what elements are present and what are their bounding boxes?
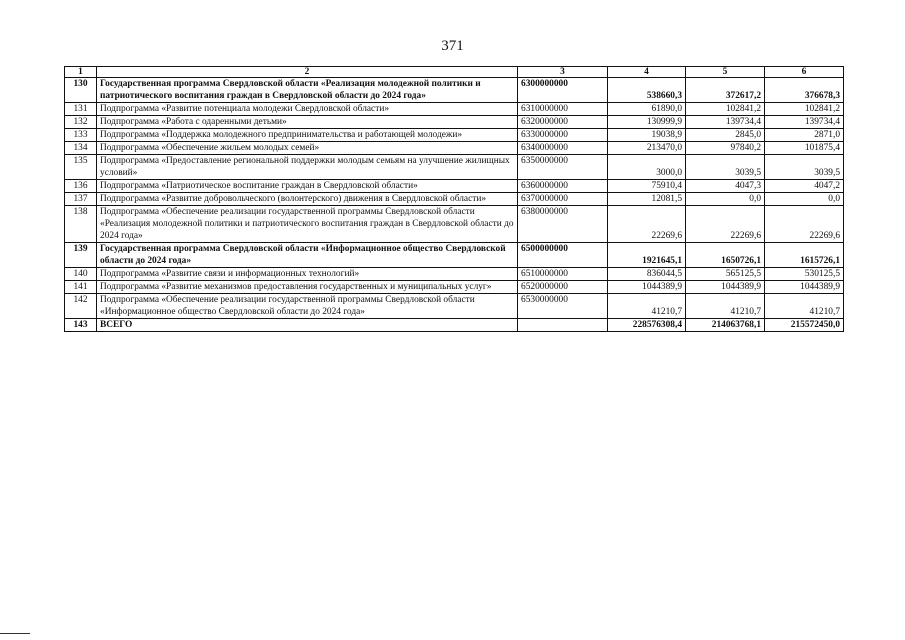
row-value-col5: 22269,6 <box>686 206 765 243</box>
row-number: 133 <box>65 129 97 142</box>
row-name: Подпрограмма «Патриотическое воспитание граждан в Свердловской области» <box>97 180 518 193</box>
column-header: 5 <box>686 67 765 78</box>
table-row <box>65 193 844 206</box>
table-row <box>65 281 844 294</box>
row-number: 141 <box>65 281 97 294</box>
row-value-col4: 1921645,1 <box>608 243 686 268</box>
row-value-col6: 22269,6 <box>765 206 844 243</box>
row-code: 6340000000 <box>518 142 608 155</box>
row-value-col6: 3039,5 <box>765 155 844 180</box>
row-value-col6: 215572450,0 <box>765 319 844 332</box>
table-row <box>65 129 844 142</box>
row-value-col5: 102841,2 <box>686 103 765 116</box>
row-value-col6: 4047,2 <box>765 180 844 193</box>
row-value-col5: 214063768,1 <box>686 319 765 332</box>
row-value-col4: 61890,0 <box>608 103 686 116</box>
row-code: 6320000000 <box>518 116 608 129</box>
budget-table-body <box>65 67 844 332</box>
table-row <box>65 103 844 116</box>
row-number: 139 <box>65 243 97 268</box>
table-row <box>65 206 844 243</box>
row-value-col4: 19038,9 <box>608 129 686 142</box>
row-number: 142 <box>65 294 97 319</box>
row-number: 132 <box>65 116 97 129</box>
row-name: Подпрограмма «Обеспечение реализации государственной программы Свердловской области «Информационное общество Свердловской области до 2024 года» <box>97 294 518 319</box>
budget-table <box>64 66 844 332</box>
row-value-col5: 0,0 <box>686 193 765 206</box>
row-value-col5: 372617,2 <box>686 78 765 103</box>
row-value-col5: 2845,0 <box>686 129 765 142</box>
page-number: 371 <box>441 38 464 54</box>
row-value-col6: 0,0 <box>765 193 844 206</box>
table-row <box>65 78 844 103</box>
row-name: Подпрограмма «Развитие механизмов предоставления государственных и муниципальных услуг» <box>97 281 518 294</box>
row-code: 6310000000 <box>518 103 608 116</box>
row-value-col5: 1650726,1 <box>686 243 765 268</box>
row-number: 130 <box>65 78 97 103</box>
column-header: 4 <box>608 67 686 78</box>
row-value-col6: 530125,5 <box>765 268 844 281</box>
table-row <box>65 116 844 129</box>
row-code: 6330000000 <box>518 129 608 142</box>
row-code: 6500000000 <box>518 243 608 268</box>
row-number: 136 <box>65 180 97 193</box>
table-row <box>65 243 844 268</box>
row-number: 131 <box>65 103 97 116</box>
column-header: 3 <box>518 67 608 78</box>
row-code: 6520000000 <box>518 281 608 294</box>
row-number: 140 <box>65 268 97 281</box>
row-value-col6: 102841,2 <box>765 103 844 116</box>
row-value-col6: 139734,4 <box>765 116 844 129</box>
row-name: Подпрограмма «Работа с одаренными детьми» <box>97 116 518 129</box>
row-name: ВСЕГО <box>97 319 518 332</box>
row-value-col4: 12081,5 <box>608 193 686 206</box>
table-row <box>65 142 844 155</box>
row-name: Подпрограмма «Предоставление региональной поддержки молодым семьям на улучшение жилищных условий» <box>97 155 518 180</box>
table-row <box>65 319 844 332</box>
row-value-col4: 3000,0 <box>608 155 686 180</box>
row-value-col5: 139734,4 <box>686 116 765 129</box>
row-value-col5: 4047,3 <box>686 180 765 193</box>
row-value-col6: 41210,7 <box>765 294 844 319</box>
table-row <box>65 294 844 319</box>
row-name: Подпрограмма «Развитие связи и информационных технологий» <box>97 268 518 281</box>
row-value-col5: 97840,2 <box>686 142 765 155</box>
row-number: 137 <box>65 193 97 206</box>
row-value-col5: 3039,5 <box>686 155 765 180</box>
row-number: 138 <box>65 206 97 243</box>
row-code <box>518 319 608 332</box>
row-value-col5: 1044389,9 <box>686 281 765 294</box>
row-value-col6: 2871,0 <box>765 129 844 142</box>
row-name: Подпрограмма «Обеспечение реализации государственной программы Свердловской области «Реализация молодежной политики и патриотического воспитания граждан в Свердловской области до 2024 года» <box>97 206 518 243</box>
table-row <box>65 268 844 281</box>
row-code: 6530000000 <box>518 294 608 319</box>
row-value-col4: 228576308,4 <box>608 319 686 332</box>
row-code: 6360000000 <box>518 180 608 193</box>
row-value-col6: 1615726,1 <box>765 243 844 268</box>
row-value-col4: 75910,4 <box>608 180 686 193</box>
row-name: Государственная программа Свердловской области «Информационное общество Свердловской области до 2024 года» <box>97 243 518 268</box>
column-header: 1 <box>65 67 97 78</box>
row-value-col4: 130999,9 <box>608 116 686 129</box>
row-code: 6510000000 <box>518 268 608 281</box>
table-row <box>65 180 844 193</box>
row-value-col5: 41210,7 <box>686 294 765 319</box>
row-name: Подпрограмма «Развитие добровольческого (волонтерского) движения в Свердловской области» <box>97 193 518 206</box>
column-header: 6 <box>765 67 844 78</box>
row-value-col4: 836044,5 <box>608 268 686 281</box>
row-name: Подпрограмма «Поддержка молодежного предпринимательства и работающей молодежи» <box>97 129 518 142</box>
row-name: Государственная программа Свердловской области «Реализация молодежной политики и патриотического воспитания граждан в Свердловской области до 2024 года» <box>97 78 518 103</box>
row-code: 6370000000 <box>518 193 608 206</box>
row-value-col6: 101875,4 <box>765 142 844 155</box>
row-name: Подпрограмма «Развитие потенциала молодежи Свердловской области» <box>97 103 518 116</box>
row-number: 135 <box>65 155 97 180</box>
row-code: 6380000000 <box>518 206 608 243</box>
row-code: 6350000000 <box>518 155 608 180</box>
table-header-row <box>65 67 844 78</box>
row-value-col4: 213470,0 <box>608 142 686 155</box>
row-number: 143 <box>65 319 97 332</box>
scan-edge-mark <box>0 633 30 636</box>
row-value-col6: 1044389,9 <box>765 281 844 294</box>
column-header: 2 <box>97 67 518 78</box>
row-value-col6: 376678,3 <box>765 78 844 103</box>
row-value-col4: 538660,3 <box>608 78 686 103</box>
row-name: Подпрограмма «Обеспечение жильем молодых семей» <box>97 142 518 155</box>
table-row <box>65 155 844 180</box>
row-number: 134 <box>65 142 97 155</box>
row-value-col4: 22269,6 <box>608 206 686 243</box>
row-code: 6300000000 <box>518 78 608 103</box>
row-value-col4: 41210,7 <box>608 294 686 319</box>
row-value-col5: 565125,5 <box>686 268 765 281</box>
row-value-col4: 1044389,9 <box>608 281 686 294</box>
